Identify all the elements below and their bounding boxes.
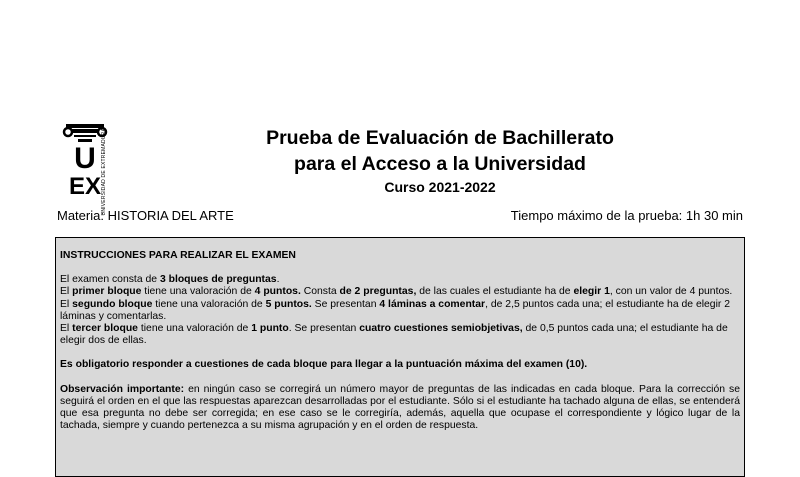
observation-paragraph: Observación importante: en ningún caso se corregirá un número mayor de preguntas de las indicadas en cada bloque. Para la corrección se seguirá el orden en el que las respuestas aparezcan desarrolladas por el estudiante. Sólo si el estudiante ha tachado alguna de ellas, se entenderá que esa pregunta no debe ser corregida; en ese caso se le corregiría, además, aquella que ocupase el correspondiente y lógico lugar de la tachada, siempre y cuando pertenezca a su misma agrupación y en el orden de respuesta. xyxy=(60,383,740,432)
svg-text:EX: EX xyxy=(68,173,102,196)
instructions-box xyxy=(55,237,745,477)
instructions-heading: INSTRUCCIONES PARA REALIZAR EL EXAMEN xyxy=(60,250,296,261)
instructions-paragraph: El examen consta de 3 bloques de preguntas. xyxy=(60,274,280,286)
instructions-paragraph: El segundo bloque tiene una valoración de 5 puntos. Se presentan 4 láminas a comentar, de 2,5 puntos cada una; el estudiante ha de elegir 2 láminas y comentarlas. xyxy=(60,298,731,322)
svg-text:U: U xyxy=(74,142,96,175)
exam-header xyxy=(200,125,680,196)
page-subtitle: para el Acceso a la Universidad xyxy=(294,153,586,175)
max-time-label: Tiempo máximo de la prueba: 1h 30 min xyxy=(510,208,743,223)
instructions-paragraph: El tercer bloque tiene una valoración de 1 punto. Se presentan cuatro cuestiones semiobjetivas, de 0,5 puntos cada una; el estudiante ha de elegir dos de ellas. xyxy=(60,323,728,347)
instructions-paragraph: El primer bloque tiene una valoración de 4 puntos. Consta de 2 preguntas, de las cuales el estudiante ha de elegir 1, con un valor de 4 puntos. xyxy=(60,286,733,298)
subject-label: Materia: HISTORIA DEL ARTE xyxy=(57,208,234,223)
logo-side-text: UNIVERSIDAD DE EXTREMADURA xyxy=(101,128,107,216)
page-title: Prueba de Evaluación de Bachillerato xyxy=(266,127,614,149)
mandatory-note: Es obligatorio responder a cuestiones de cada bloque para llegar a la puntuación máxima del examen (10). xyxy=(60,359,588,371)
course-label: Curso 2021-2022 xyxy=(384,179,496,195)
